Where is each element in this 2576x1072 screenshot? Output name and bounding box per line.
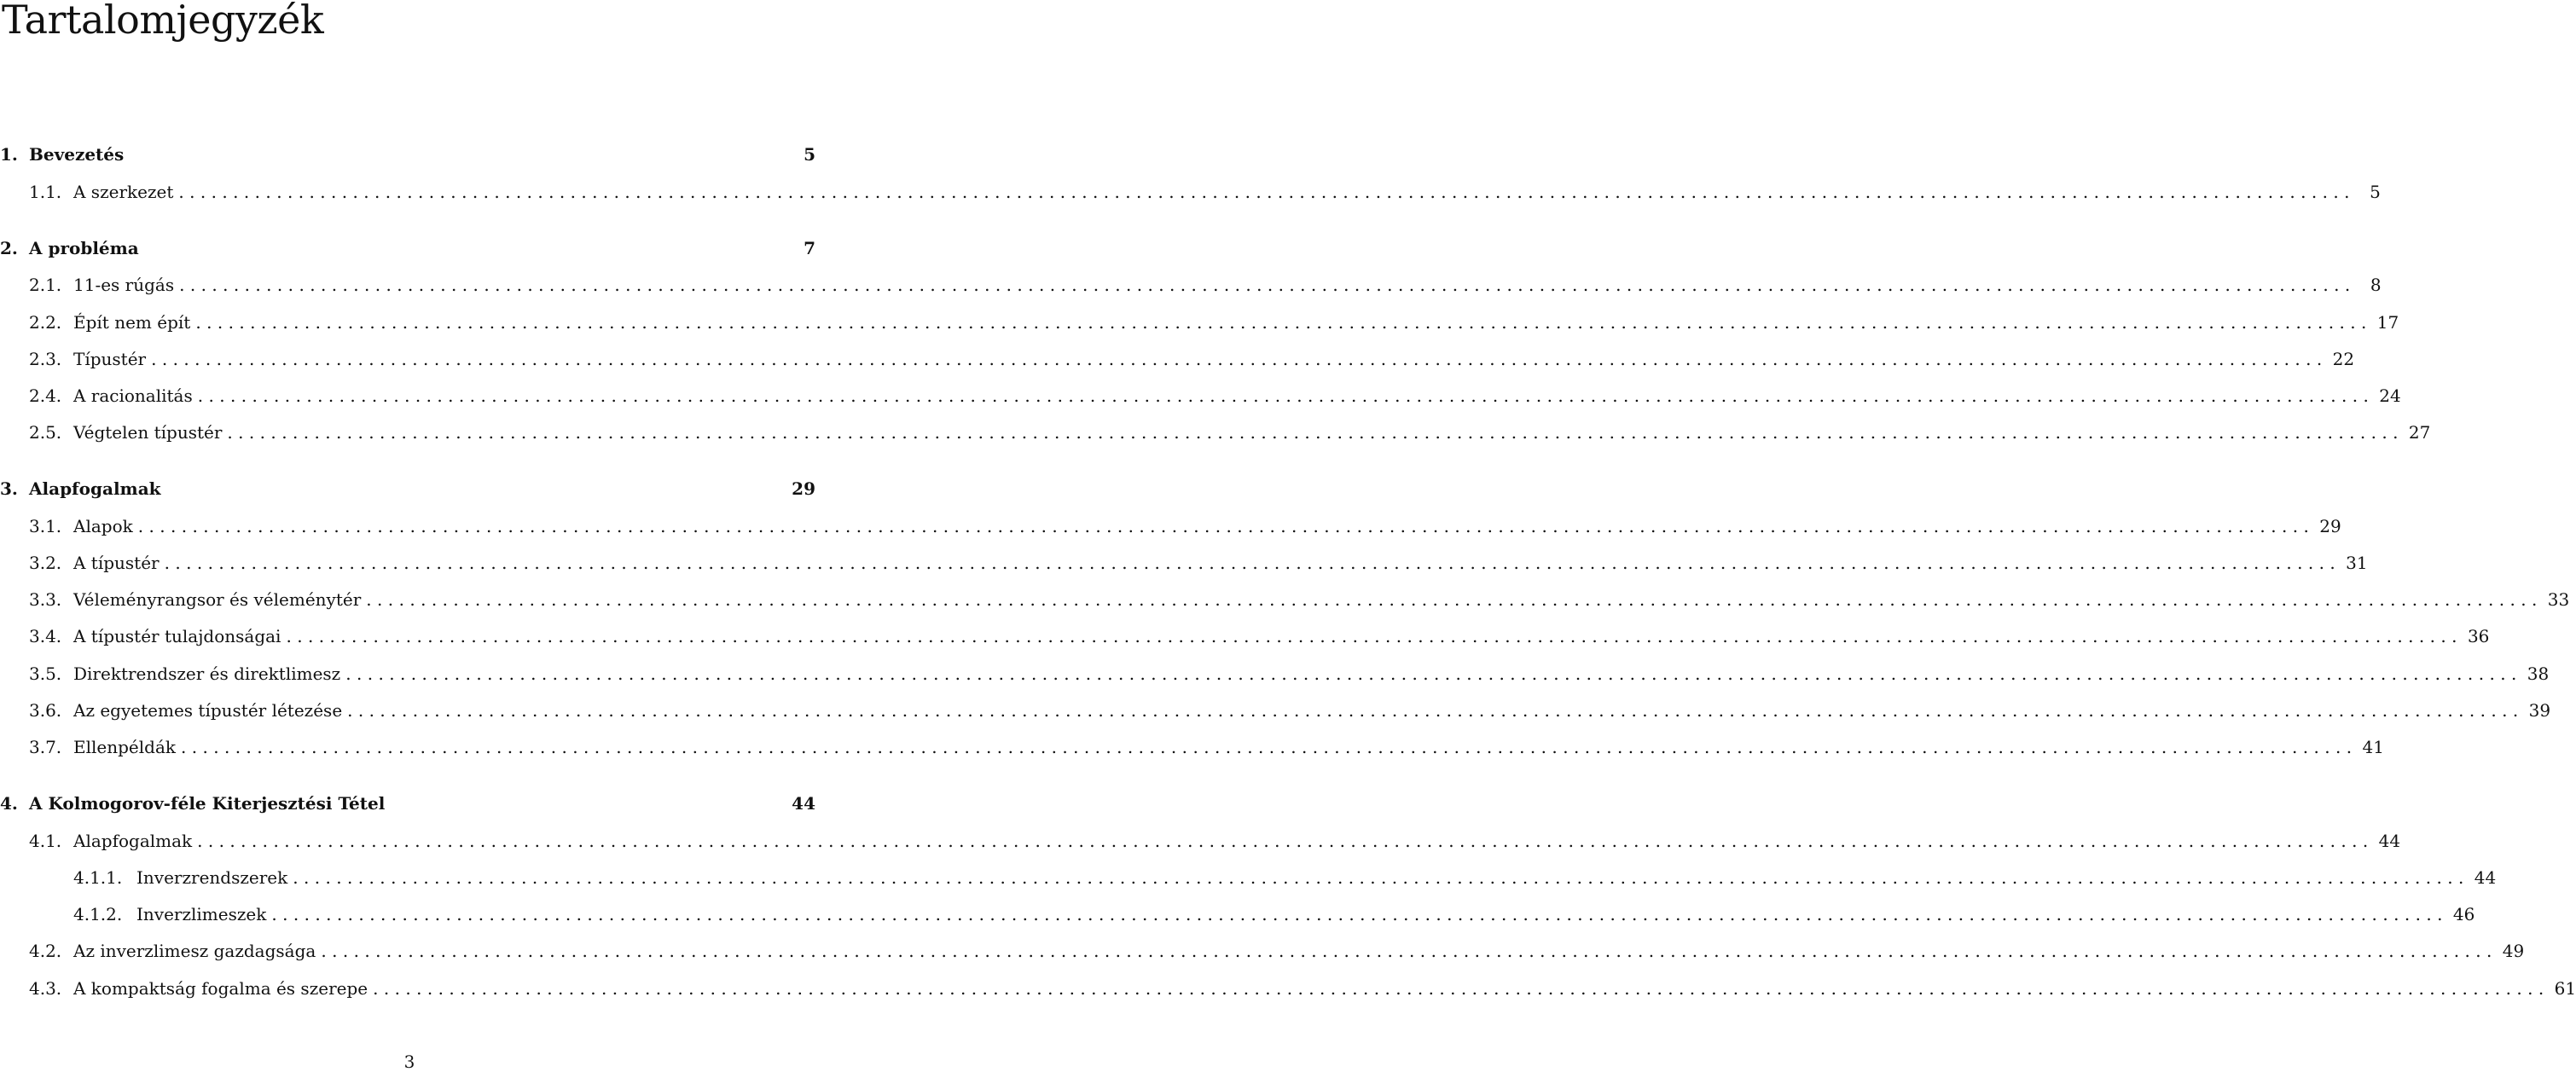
toc-entry-title: Végtelen típustér xyxy=(73,422,223,443)
toc-dot-leader: ........................................................................................................................................................................................................ xyxy=(181,737,2358,757)
toc-entry-number: 2.3. xyxy=(29,349,62,369)
toc-entry-page-number: 44 xyxy=(2474,867,2497,888)
toc-entry-number: 3.3. xyxy=(29,589,62,610)
toc-dot-leader: ........................................................................................................................................................................................................ xyxy=(347,700,2524,721)
toc-entry-title: 11-es rúgás xyxy=(73,275,175,295)
toc-entry-number: 3.2. xyxy=(29,553,62,573)
toc-entry-title: Bevezetés xyxy=(29,144,125,165)
toc-section-entry[interactable] xyxy=(29,311,2399,333)
toc-entry-title: A szerkezet xyxy=(73,182,174,202)
toc-entry-title: Épít nem épít xyxy=(73,312,191,333)
toc-entry-number: 4. xyxy=(0,793,18,814)
toc-section-entry[interactable] xyxy=(29,552,2368,574)
toc-entry-page-number: 17 xyxy=(2376,312,2399,333)
toc-entry-title: Véleményrangsor és véleménytér xyxy=(73,589,362,610)
toc-entry-page-number: 38 xyxy=(2527,663,2550,684)
toc-entry-title: Az inverzlimesz gazdagsága xyxy=(73,941,316,961)
toc-entry-page-number: 41 xyxy=(2362,737,2384,757)
toc-dot-leader: ........................................................................................................................................................................................................ xyxy=(178,182,2355,202)
page-title: Tartalomjegyzék xyxy=(2,0,324,43)
toc-section-entry[interactable] xyxy=(29,977,2576,1000)
toc-entry-title: Inverzlimeszek xyxy=(136,904,267,924)
toc-entry-page-number: 36 xyxy=(2467,626,2490,646)
toc-chapter-entry[interactable] xyxy=(0,143,815,165)
toc-dot-leader: ........................................................................................................................................................................................................ xyxy=(197,831,2374,851)
toc-dot-leader: ........................................................................................................................................................................................................ xyxy=(293,867,2469,888)
toc-entry-title: Alapfogalmak xyxy=(73,831,193,851)
toc-section-entry[interactable] xyxy=(73,866,2497,889)
toc-dot-leader: ........................................................................................................................................................................................................ xyxy=(373,978,2550,999)
toc-entry-number: 3.5. xyxy=(29,663,62,684)
toc-section-entry[interactable] xyxy=(29,515,2341,537)
toc-dot-leader: ........................................................................................................................................................................................................ xyxy=(271,904,2448,924)
toc-entry-title: Direktrendszer és direktlimesz xyxy=(73,663,341,684)
toc-entry-number: 4.3. xyxy=(29,978,62,999)
toc-entry-page-number: 61 xyxy=(2554,978,2576,999)
toc-chapter-entry[interactable] xyxy=(0,792,815,814)
toc-dot-leader: ........................................................................................................................................................................................................ xyxy=(195,312,2372,333)
toc-entry-number: 3.6. xyxy=(29,700,62,721)
toc-section-entry[interactable] xyxy=(29,588,2570,611)
toc-entry-number: 2.1. xyxy=(29,275,62,295)
toc-entry-number: 3.4. xyxy=(29,626,62,646)
toc-entry-number: 2.5. xyxy=(29,422,62,443)
toc-entry-number: 2. xyxy=(0,238,18,258)
toc-entry-number: 4.1. xyxy=(29,831,62,851)
toc-entry-page-number: 44 xyxy=(2378,831,2401,851)
toc-dot-leader: ........................................................................................................................................................................................................ xyxy=(197,385,2375,406)
toc-section-entry[interactable] xyxy=(29,181,2381,203)
toc-dot-leader: ........................................................................................................................................................................................................ xyxy=(164,553,2341,573)
toc-entry-title: A kompaktság fogalma és szerepe xyxy=(73,978,368,999)
toc-entry-title: A típustér tulajdonságai xyxy=(73,626,281,646)
toc-entry-page-number: 7 xyxy=(804,238,815,258)
toc-entry-page-number: 24 xyxy=(2379,385,2401,406)
toc-entry-title: Ellenpéldák xyxy=(73,737,176,757)
toc-entry-number: 2.2. xyxy=(29,312,62,333)
toc-section-entry[interactable] xyxy=(29,699,2551,721)
toc-dot-leader: ........................................................................................................................................................................................................ xyxy=(137,516,2315,536)
toc-section-entry[interactable] xyxy=(29,625,2490,647)
toc-entry-number: 2.4. xyxy=(29,385,62,406)
toc-section-entry[interactable] xyxy=(29,385,2401,407)
page-number: 3 xyxy=(403,1052,415,1072)
toc-entry-page-number: 49 xyxy=(2502,941,2525,961)
toc-section-entry[interactable] xyxy=(73,903,2475,925)
toc-section-entry[interactable] xyxy=(29,421,2431,443)
toc-entry-page-number: 31 xyxy=(2346,553,2368,573)
toc-section-entry[interactable] xyxy=(29,940,2525,962)
toc-entry-title: Inverzrendszerek xyxy=(136,867,288,888)
toc-entry-page-number: 46 xyxy=(2452,904,2475,924)
toc-entry-title: A racionalitás xyxy=(73,385,193,406)
toc-dot-leader: ........................................................................................................................................................................................................ xyxy=(286,626,2463,646)
toc-entry-title: Típustér xyxy=(73,349,147,369)
toc-dot-leader: ........................................................................................................................................................................................................ xyxy=(179,275,2356,295)
toc-entry-page-number: 33 xyxy=(2547,589,2570,610)
toc-section-entry[interactable] xyxy=(29,663,2550,685)
toc-dot-leader: ........................................................................................................................................................................................................ xyxy=(366,589,2543,610)
toc-dot-leader: ........................................................................................................................................................................................................ xyxy=(151,349,2328,369)
toc-entry-number: 4.1.2. xyxy=(73,904,123,924)
toc-entry-page-number: 22 xyxy=(2332,349,2355,369)
toc-entry-page-number: 39 xyxy=(2528,700,2551,721)
toc-entry-page-number: 5 xyxy=(2370,182,2381,202)
toc-entry-number: 4.2. xyxy=(29,941,62,961)
toc-chapter-entry[interactable] xyxy=(0,237,815,259)
toc-entry-title: Alapok xyxy=(73,516,133,536)
toc-entry-title: Az egyetemes típustér létezése xyxy=(73,700,343,721)
toc-section-entry[interactable] xyxy=(29,348,2355,370)
toc-entry-page-number: 27 xyxy=(2408,422,2431,443)
toc-entry-title: A Kolmogorov-féle Kiterjesztési Tétel xyxy=(29,793,386,814)
toc-entry-title: A probléma xyxy=(29,238,139,258)
toc-dot-leader: ........................................................................................................................................................................................................ xyxy=(345,663,2522,684)
toc-entry-title: Alapfogalmak xyxy=(29,478,161,499)
toc-section-entry[interactable] xyxy=(29,736,2384,758)
toc-entry-number: 3.7. xyxy=(29,737,62,757)
toc-chapter-entry[interactable] xyxy=(0,478,815,500)
toc-dot-leader: ........................................................................................................................................................................................................ xyxy=(321,941,2498,961)
toc-entry-page-number: 29 xyxy=(792,478,815,499)
toc-entry-number: 1. xyxy=(0,144,18,165)
toc-entry-number: 3.1. xyxy=(29,516,62,536)
toc-section-entry[interactable] xyxy=(29,274,2382,296)
toc-entry-page-number: 44 xyxy=(792,793,815,814)
toc-entry-page-number: 8 xyxy=(2370,275,2382,295)
toc-entry-page-number: 5 xyxy=(804,144,815,165)
toc-dot-leader: ........................................................................................................................................................................................................ xyxy=(227,422,2404,443)
toc-section-entry[interactable] xyxy=(29,830,2401,852)
toc-entry-title: A típustér xyxy=(73,553,160,573)
toc-entry-number: 1.1. xyxy=(29,182,62,202)
toc-entry-page-number: 29 xyxy=(2319,516,2341,536)
toc-entry-number: 3. xyxy=(0,478,18,499)
toc-entry-number: 4.1.1. xyxy=(73,867,123,888)
